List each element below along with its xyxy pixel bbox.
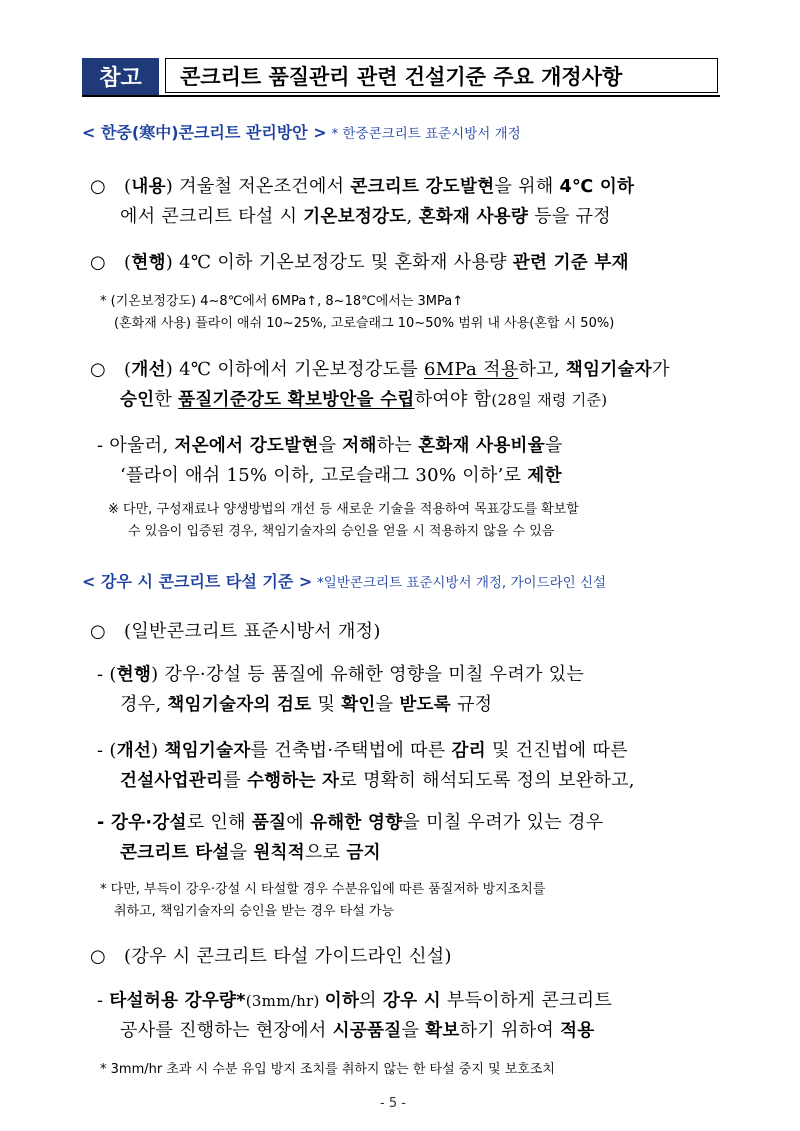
text: 부득이하게 콘크리트 [440,990,613,1011]
text: 의 [359,990,383,1011]
text: 규정 [450,694,493,715]
text: ( [124,252,132,273]
text-bold: 강우 시 [382,991,441,1011]
text-bold: 책임기술자의 검토 [167,695,312,715]
text-bold: 책임기술자 [164,741,251,761]
circle-bullet: ○ [90,176,107,197]
circle-bullet: ○ [90,946,107,967]
text: 하여야 함 [414,389,492,410]
text: 을 [318,435,343,456]
s2-dash-current [97,660,584,686]
s2-dash-guideline-line2 [120,1016,595,1042]
text: 에 [286,812,310,833]
text-bold: 확보 [425,1021,460,1041]
s2-dash-improvement-line2 [120,766,635,792]
text: ) 강우·강설 등 품질에 유해한 영향을 미칠 우려가 있는 [151,664,585,685]
text: ( [124,176,132,197]
s1-remark-line2: 수 있음이 입증된 경우, 책임기술자의 승인을 얻을 시 적용하지 않을 수 있음 [128,524,555,539]
text: 가 [651,359,670,380]
text-bold: 이하 [324,991,360,1011]
circle-bullet: ○ [90,359,107,380]
text: 을 [375,694,400,715]
reference-tag: 참고 [82,58,159,95]
text: 하기 위하여 [459,1020,561,1041]
text-bold: 건설사업관리 [120,771,224,791]
text: 를 건축법·주택법에 따른 [250,740,452,761]
s2-dash-guideline [97,986,612,1012]
s2-note-exception: * 다만, 부득이 강우·강설 시 타설할 경우 수분유입에 따른 품질저하 방지조치를 [100,882,546,897]
text-bold: 금지 [346,843,381,863]
text: 경우, [120,694,168,715]
text-bold: 콘크리트 타설 [120,843,230,863]
text: 및 건진법에 따른 [485,740,628,761]
s2-bullet-guideline [90,942,452,968]
text-bold: 제한 [527,466,562,486]
s1-bullet-current [90,248,629,274]
text-bold: 현행 [116,665,152,685]
text-bold: 혼화재 사용량 [418,207,529,227]
text-bold: 승인 [120,390,155,410]
text-bold: 감리 [451,741,486,761]
text: 및 [311,694,342,715]
text-bold: 관련 기준 부재 [512,253,629,273]
section2-heading-text: < 강우 시 콘크리트 타설 기준 > [82,572,313,591]
text: 하는 [376,435,419,456]
text: 공사를 진행하는 현장에서 [120,1020,333,1041]
text: 을 [229,842,254,863]
s2-dash-prohibition [97,808,603,834]
text-bold: 혼화재 사용비율 [418,436,545,456]
text: 을 미칠 우려가 있는 경우 [402,812,604,833]
text-bold: 적용 [560,1021,595,1041]
text-small: (28일 재령 기준) [491,391,608,409]
text-bold: 내용 [131,177,166,197]
page-title-text: 콘크리트 품질관리 관련 건설기준 주요 개정사항 [180,64,623,89]
text: 에서 콘크리트 타설 시 [120,206,304,227]
text-underlined: 6MPa 적용 [423,359,519,380]
text-bold: 콘크리트 강도발현 [350,177,495,197]
header-divider [82,95,720,97]
text-bold: - [97,813,111,833]
text: ) 겨울철 저온조건에서 [165,176,351,197]
s2-dash-prohibition-line2 [120,838,381,864]
text: ) [151,740,165,761]
text: - ( [97,740,117,761]
circle-bullet: ○ [90,621,107,642]
text-small: (3mm/hr) [245,992,325,1010]
text: ‘플라이 애쉬 15% 이하, 고로슬래그 30% 이하’로 [120,465,528,486]
text: - 아울러, [97,435,175,456]
text-bold: 개선 [131,360,166,380]
text-bold: 타설허용 강우량* [109,991,246,1011]
s2-note-exception-line2: 취하고, 책임기술자의 승인을 받는 경우 타설 가능 [114,904,395,919]
text-bold-underlined: 품질기준강도 확보방안을 수립 [178,390,415,410]
section-heading-cold-weather [82,120,521,143]
text-bold: 현행 [131,253,166,273]
s2-note-rainfall: * 3mm/hr 초과 시 수분 유입 방지 조치를 취하지 않는 한 타설 중지 및 보호조치 [100,1062,555,1077]
s2-bullet-spec [90,617,381,643]
s2-dash-current-line2 [120,690,492,716]
section-heading-rain [82,569,606,592]
s1-bullet-content-line2 [120,202,611,228]
text: ( [124,359,132,380]
text: (강우 시 콘크리트 타설 가이드라인 신설) [124,946,452,967]
s1-remark: ※ 다만, 구성재료나 양생방법의 개선 등 새로운 기술을 적용하여 목표강도를 확보할 [108,502,579,517]
text-bold: 시공품질 [332,1021,402,1041]
s1-bullet-improvement-line2 [120,385,607,411]
text: - ( [97,664,117,685]
text-bold: 4℃ 이하 [559,177,635,197]
text: 을 [544,435,563,456]
s2-dash-improvement [97,736,628,762]
text: 하고, [518,359,566,380]
s1-note-admixture: (혼화재 사용) 플라이 애쉬 10~25%, 고로슬래그 10~50% 범위 내 사용(혼합 시 50%) [114,316,615,331]
text: ) 4℃ 이하에서 기온보정강도를 [165,359,424,380]
s1-dash-item [97,431,563,457]
page-number: - 5 - [380,1096,406,1111]
page-title [165,58,718,93]
text: 를 [223,770,247,791]
text-bold: 기온보정강도 [303,207,407,227]
section1-note: * 한중콘크리트 표준시방서 개정 [331,126,521,142]
text-bold: 저온에서 강도발현 [174,436,319,456]
s1-dash-item-line2 [120,461,562,487]
text: 등을 규정 [528,206,611,227]
text-bold: 책임기술자 [565,360,652,380]
text: (일반콘크리트 표준시방서 개정) [124,621,381,642]
text: , [406,206,419,227]
text: 을 [401,1020,426,1041]
text-bold: 유해한 영향 [310,813,403,833]
text-bold: 강우·강설 [110,813,187,833]
text: 로 명확히 해석되도록 정의 보완하고, [339,770,635,791]
text-bold: 개선 [116,741,152,761]
s1-bullet-content [90,172,634,198]
s1-note-temperature: * (기온보정강도) 4~8℃에서 6MPa↑, 8~18℃에서는 3MPa↑ [100,294,464,309]
text: 로 인해 [186,812,252,833]
text: - [97,990,110,1011]
text-bold: 받도록 [399,695,451,715]
text-bold: 품질 [251,813,287,833]
s1-bullet-improvement [90,355,670,381]
section2-note: *일반콘크리트 표준시방서 개정, 가이드라인 신설 [317,575,607,591]
text-bold: 원칙적 [253,843,305,863]
text-bold: 저해 [342,436,377,456]
section1-heading-text: < 한중(寒中)콘크리트 관리방안 > [82,123,327,142]
text: ) 4℃ 이하 기온보정강도 및 혼화재 사용량 [165,252,513,273]
text: 한 [154,389,179,410]
text-bold: 수행하는 자 [246,771,340,791]
text-bold: 확인 [341,695,376,715]
text: 으로 [304,842,347,863]
text: 을 위해 [494,176,560,197]
circle-bullet: ○ [90,252,107,273]
